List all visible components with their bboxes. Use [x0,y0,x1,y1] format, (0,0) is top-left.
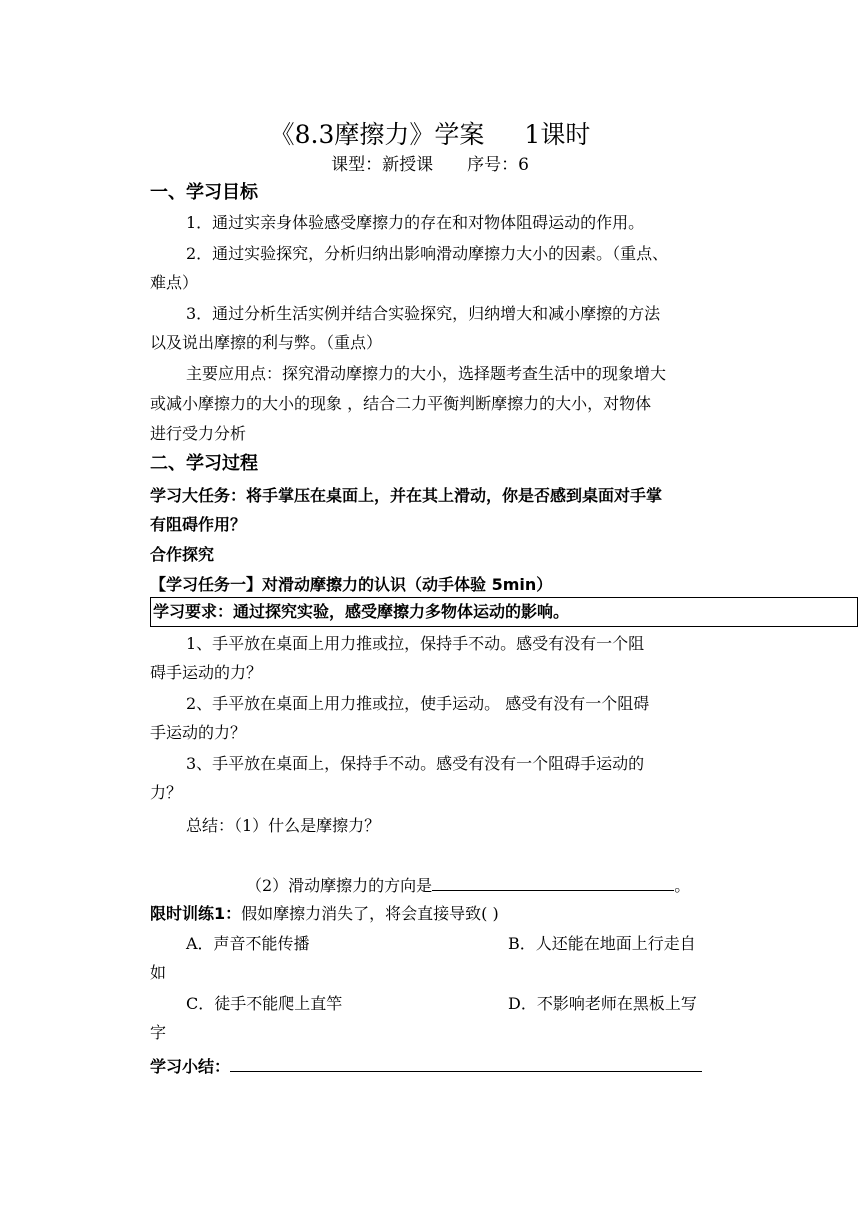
requirement-text: 学习要求：通过探究实验，感受摩擦力多物体运动的影响。 [153,602,570,621]
application-line-2: 或减小摩擦力的大小的现象 ，结合二力平衡判断摩擦力的大小，对物体 [150,394,652,413]
recap-blank[interactable] [230,1055,702,1072]
goal-3-line-1: 3．通过分析生活实例并结合实验探究，归纳增大和减小摩擦的方法 [186,304,661,323]
goal-2-line-2: 难点） [150,273,199,292]
recap-label: 学习小结： [150,1057,231,1076]
application-line-1: 主要应用点：探究滑动摩擦力的大小，选择题考查生活中的现象增大 [186,364,667,383]
answer-blank[interactable] [432,874,674,891]
serial-number: 序号：6 [467,155,529,175]
drill-text: 假如摩擦力消失了，将会直接导致( ) [241,904,499,923]
section-heading-process: 二、学习过程 [150,453,258,474]
drill-question [150,904,499,924]
question-3-line-1: 3、手平放在桌面上，保持手不动。感受有没有一个阻碍手运动的 [186,754,645,773]
big-task-line-2: 有阻碍作用？ [150,515,247,534]
section-heading-goals: 一、学习目标 [150,182,258,203]
question-2-line-2: 手运动的力？ [150,723,247,742]
question-1-line-1: 1、手平放在桌面上用力推或拉，保持手不动。感受有没有一个阻 [186,634,645,653]
drill-label: 限时训练1： [150,904,242,923]
option-d-line-1: D．不影响老师在黑板上写 [508,994,697,1013]
learning-task-1: 【学习任务一】对滑动摩擦力的认识（动手体验 5min） [150,575,553,594]
question-3-line-2: 力？ [150,783,183,802]
option-c: C．徒手不能爬上直竿 [186,994,343,1013]
goal-2-line-1: 2．通过实验探究，分析归纳出影响滑动摩擦力大小的因素。（重点、 [186,244,669,263]
page-subtitle [0,154,860,176]
page-title [0,120,860,150]
cooperative-inquiry: 合作探究 [150,545,215,564]
title-period: 1课时 [524,120,591,149]
big-task-line-1: 学习大任务：将手掌压在桌面上，并在其上滑动，你是否感到桌面对手掌 [150,486,663,505]
goal-3-line-2: 以及说出摩擦的利与弊。（重点） [150,333,383,352]
summary-question-2-end: 。 [674,876,691,895]
option-b-line-2: 如 [150,963,167,982]
requirement-box [150,597,858,627]
option-b-line-1: B．人还能在地面上行走自 [508,934,696,953]
title-main: 《8.3摩擦力》学案 [269,120,485,149]
course-type: 课型：新授课 [331,155,434,175]
learning-recap [150,1055,702,1077]
application-line-3: 进行受力分析 [150,424,247,443]
option-d-line-2: 字 [150,1023,167,1042]
option-a: A．声音不能传播 [186,934,310,953]
summary-question-2 [246,874,690,896]
summary-question-2-text: （2）滑动摩擦力的方向是 [246,876,433,895]
question-2-line-1: 2、手平放在桌面上用力推或拉，使手运动。 感受有没有一个阻碍 [186,694,650,713]
question-1-line-2: 碍手运动的力？ [150,663,263,682]
summary-question-1: 总结：（1）什么是摩擦力？ [186,816,381,835]
goal-1: 1．通过实亲身体验感受摩擦力的存在和对物体阻碍运动的作用。 [186,213,645,232]
